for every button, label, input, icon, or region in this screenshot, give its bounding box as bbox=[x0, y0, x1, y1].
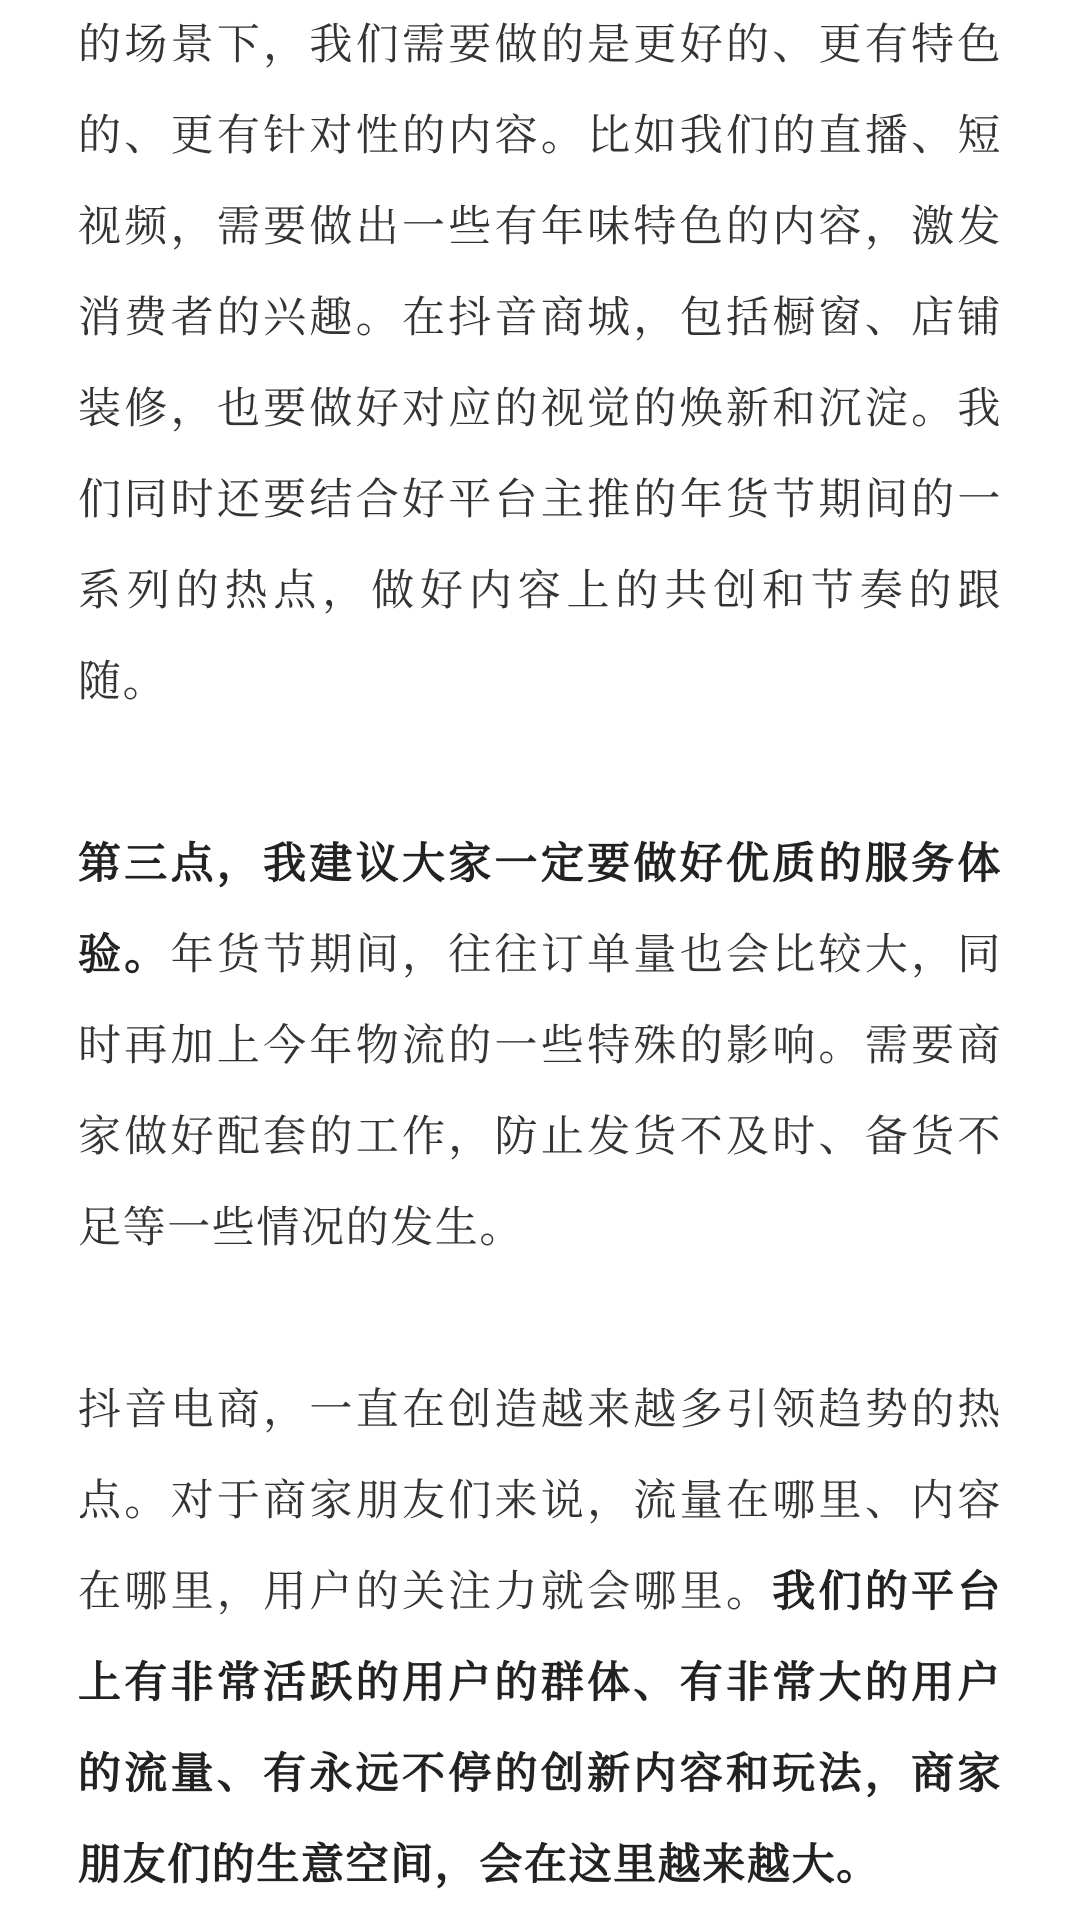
text-run: 的场景下，我们需要做的是更好的、更有特色的、更有针对性的内容。比如我们的直播、短视频，需要做出一些有年味特色的内容，激发消费者的兴趣。在抖音商城，包括橱窗、店铺装修，也要做好对应的视觉的焕新和沉淀。我们同时还要结合好平台主推的年货节期间的一系列的热点，做好内容上的共创和节奏的跟随。 bbox=[78, 20, 1002, 707]
bold-text-run: 第三点，我建议大家一定要做好优质的服务体验。 bbox=[78, 839, 1002, 980]
bold-text-run: 我们的平台上有非常活跃的用户的群体、有非常大的用户的流量、有永远不停的创新内容和玩法，商家朋友们的生意空间，会在这里越来越大。 bbox=[78, 1567, 1003, 1890]
text-run: 年货节期间，往往订单量也会比较大，同时再加上今年物流的一些特殊的影响。需要商家做好配套的工作，防止发货不及时、备货不足等一些情况的发生。 bbox=[78, 930, 1002, 1253]
article-body bbox=[78, 0, 1002, 1911]
paragraph-service-experience bbox=[78, 819, 1002, 1274]
paragraph-closing bbox=[78, 1365, 1002, 1911]
text-run: 抖音电商，一直在创造越来越多引领趋势的热点。对于商家朋友们来说，流量在哪里、内容在哪里，用户的关注力就会哪里。 bbox=[78, 1385, 1002, 1617]
paragraph-content-strategy bbox=[78, 0, 1002, 728]
